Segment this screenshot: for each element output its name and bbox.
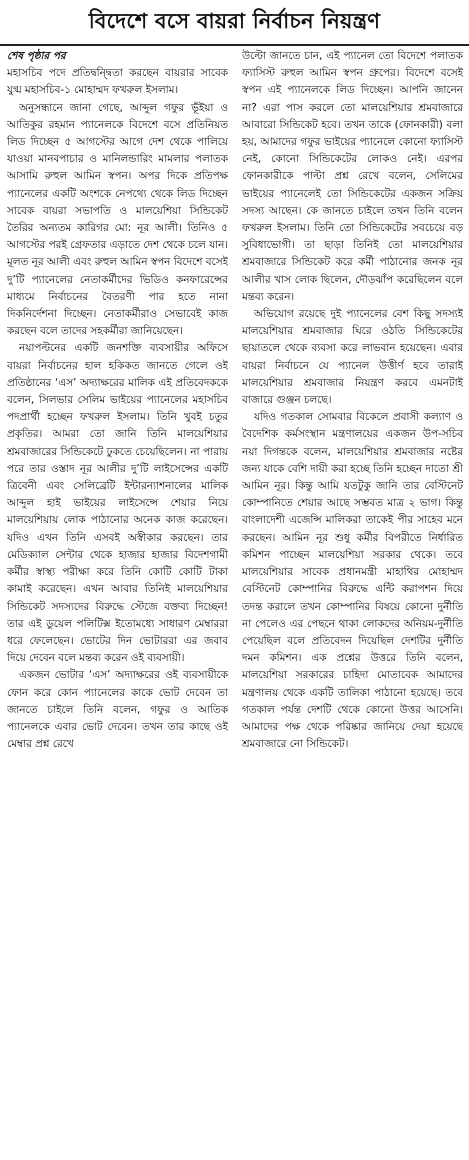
article-columns <box>7 48 463 1160</box>
paragraph: মহাসচিব পদে প্রতিদ্বন্দ্বিতা করছেন বায়রার সাবেক যুগ্ম মহাসচিব-১ মোহাম্মদ ফখরুল ইসলাম। <box>7 67 228 97</box>
paragraph: নয়াপল্টনের একটি জনশক্তি ব্যবসায়ীর অফিসে বায়রা নির্বাচনের হাল হকিকত জানতে গেলে ওই প্রতিষ্ঠানের ‘এস’ অদ্যাক্ষরের মালিক এই প্রতিবেদককে বলেন, সিলভার সেলিম ভাইয়ের প্যানেলের মহাসচিব পদপ্রার্থী হচ্ছেন ফখরুল ইসলাম। তিনি খুবই চতুর প্রকৃতির। আমরা তো জানি তিনি মালয়েশিয়ার শ্রমবাজারের সিন্ডিকেটে ঢুকতে চেয়েছিলেন। না পারায় পরে তার ওস্তাদ নূর আলীর দু’টি লাইসেন্সের একটি ত্রিবেনী এবং সেলিব্রেটি ইন্টারন্যাশনালের মালিক আব্দুল হাই ভাইয়ের লাইসেন্সে শেয়ার নিয়ে মালয়েশিয়ায় লোক পাঠানোর অনেক কাজ করেছেন। যদিও এখন তিনি এসবই অস্বীকার করছেন। তার মেডিক্যাল সেন্টার থেকে হাজার হাজার বিদেশগামী কর্মীর স্বাস্থ্য পরীক্ষা করে তিনি কোটি কোটি টাকা কামাই করেছেন। এখন আবার তিনিই মালয়েশিয়ার সিন্ডিকেট সদস্যদের বিরুদ্ধে স্টেজে বক্তব্য দিচ্ছেন! তার এই ডুয়েল পলিটিক্স ইতোমধ্যে সাধারণ মেম্বাররা ধরে ফেলেছেন। ভোটের দিন ভোটাররা এর জবাব দিয়ে দেবেন বলে মন্তব্য করেন ওই ব্যবসায়ী। <box>7 342 228 665</box>
paragraph: যদিও গতকাল সোমবার বিকেলে প্রবাসী কল্যাণ ও বৈদেশিক কর্মসংস্থান মন্ত্রণালয়ের একজন উপ-সচিব নয়া দিগন্তকে বলেন, মালয়েশিয়ার শ্রমবাজার নষ্টের জন্য যাকে বেশি দায়ী করা হচ্ছে তিনি হচ্ছেন দাতো শ্রী আমিন নূর। কিন্তু আমি যতটুকু জানি তার বেস্টিনেট কোম্পানিতে শেয়ার আছে সম্ভবত মাত্র ২ ভাগ। কিন্তু বাংলাদেশী এজেন্সি মালিকরা তাকেই পীর সাহেব মনে করছেন। আমিন নূর শুধু কর্মীর বিপরীতে নির্ধারিত কমিশন পাচ্ছেন মালয়েশিয়া সরকার থেকে। তবে মালয়েশিয়ার সাবেক প্রধানমন্ত্রী মাহাথির মোহাম্মদ বেস্টিনেট কোম্পানির বিরুদ্ধে এন্টি করাপশন দিয়ে তদন্ত করালে তখন কোম্পানির বিষয়ে কোনো দুর্নীতি না পেলেও এর পেছনে থাকা লোকদের অনিয়ম-দুর্নীতি পেয়েছিল বলে প্রতিবেদন দিয়েছিল দেশটির দুর্নীতি দমন কমিশন। এক প্রশ্নের উত্তরে তিনি বলেন, মালয়েশিয়া সরকারের চাহিদা মোতাবেক আমাদের মন্ত্রণালয় থেকে একটি তালিকা পাঠানো হয়েছে। তবে গতকাল পর্যন্ত দেশটি থেকে কোনো উত্তর আসেনি। আমাদের পক্ষ থেকে পরিষ্কার জানিয়ে দেয়া হয়েছে শ্রমবাজারে নো সিন্ডিকেট। <box>242 411 463 751</box>
left-column <box>7 48 228 1160</box>
headline: বিদেশে বসে বায়রা নির্বাচন নিয়ন্ত্রণ <box>0 0 469 46</box>
paragraph: উল্টো জানতে চান, এই প্যানেল তো বিদেশে পলাতক ফ্যাসিস্ট রুহুল আমিন স্বপন গ্রুপের। বিদেশে বসেই স্বপন এই প্যানেলকে লিড দিচ্ছেন। আপনি জানেন না? এরা পাস করলে তো মালয়েশিয়ার শ্রমবাজারে আবারো সিন্ডিকেট হবে। তখন তাকে (ফোনকারী) বলা হয়, আমাদের গফুর ভাইয়ের প্যানেলে কোনো ফ্যাসিস্ট নেই, কোনো সিন্ডিকেটের লোকও নেই। এরপর ফোনকারীকে পাল্টা প্রশ্ন রেখে বলেন, সেলিমের ভাইয়ের প্যানেলেই তো সিন্ডিকেটের একজন সক্রিয় সদস্য আছেন। কে জানতে চাইলে তখন তিনি বলেন ফখরুল ইসলাম। তিনি তো সিন্ডিকেটের সবচেয়ে বড় সুবিধাভোগী। তা ছাড়া তিনিই তো মালয়েশিয়ার শ্রমবাজারে সিন্ডিকেট করে কর্মী পাঠানোর জনক নূর আলীর খাস লোক ছিলেন, দৌড়ঝাঁপ করেছিলেন বলে মন্তব্য করেন। <box>242 50 463 303</box>
paragraph: অনুসন্ধানে জানা গেছে, আব্দুল গফুর ভূঁইয়া ও আতিকুর রহমান প্যানেলকে বিদেশে বসে প্রতিনিয়ত লিড দিচ্ছেন ৫ আগস্টের আগে দেশ থেকে পালিয়ে যাওয়া মানবপাচার ও মানিলন্ডারিং মামলার পলাতক আসামি রুহুল আমিন স্বপন। অপর দিকে প্রতিপক্ষ প্যানেলের একটি অংশকে নেপথ্যে থেকে লিড দিচ্ছেন সাবেক বায়রা সভাপতি ও মালয়েশিয়া সিন্ডিকেট তৈরির অন্যতম কারিগর মো: নূর আলী। তিনিও ৫ আগস্টের পরই গ্রেফতার এড়াতে দেশ থেকে চলে যান। মূলত নূর আলী এবং রুহুল আমিন স্বপন বিদেশে বসেই দু’টি প্যানেলের নেতাকর্মীদের ভিডিও কনফারেন্সের মাধ্যমে নির্বাচনের বৈতরণী পার হতে নানা দিকনির্দেশনা দিচ্ছেন। নেতাকর্মীরাও সেভাবেই কাজ করছেন বলে তাদের সহকর্মীরা জানিয়েছেন। <box>7 101 228 338</box>
continued-label: শেষ পৃষ্ঠার পর <box>7 50 66 62</box>
paragraph: একজন ভোটার ‘এস’ অদ্যাক্ষরের ওই ব্যবসায়ীকে ফোন করে কোন প্যানেলের কাকে ভোট দেবেন তা জানতে চাইলে তিনি বলেন, গফুর ও আতিক প্যানেলকে এবার ভোট দেবেন। তখন তার কাছে ওই মেম্বার প্রশ্ন রেখে <box>7 669 228 751</box>
paragraph: অভিযোগ রয়েছে দুই প্যানেলের বেশ কিছু সদস্যই মালয়েশিয়ার শ্রমবাজার ঘিরে ওঠতি সিন্ডিকেটের ছায়াতলে থেকে ব্যবসা করে লাভবান হয়েছেন। এবার বায়রা নির্বাচনে যে প্যানেল উত্তীর্ণ হবে তারাই মালয়েশিয়ার শ্রমবাজার নিয়ন্ত্রণ করবে এমনটাই বাজারে গুঞ্জন চলছে। <box>242 308 463 407</box>
right-column <box>242 48 463 1160</box>
